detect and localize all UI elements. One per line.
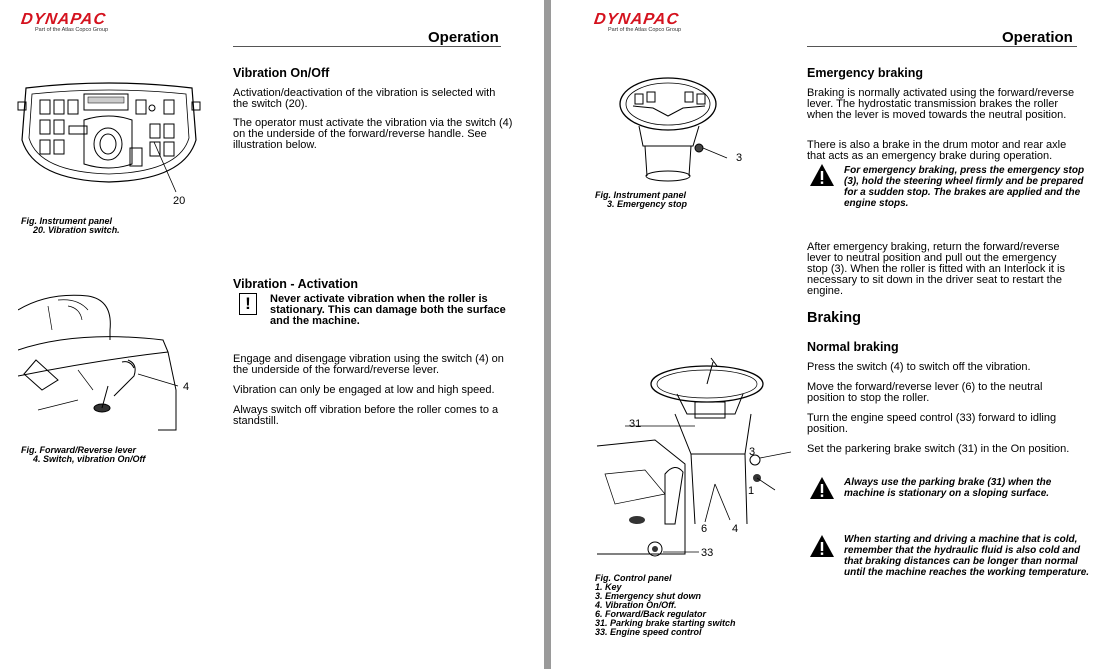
vibration-activation-heading: Vibration - Activation — [233, 277, 359, 291]
fig4-caption-item: 33. Engine speed control — [595, 627, 702, 637]
fig4-caption-item: 6. Forward/Back regulator — [595, 609, 707, 619]
warning-icon — [809, 476, 835, 500]
braking-para2: Move the forward/reverse lever (6) to the neutral position to stop the roller. — [807, 381, 1043, 404]
fig1-caption-item: 20. Vibration switch. — [33, 225, 120, 235]
callout-4: 4 — [732, 523, 739, 535]
fig4-caption-item: 3. Emergency shut down — [595, 591, 702, 601]
vibration-activation-para1: Engage and disengage vibration using the switch (4) on the underside of the forward/reverse lever. — [233, 353, 504, 376]
dynapac-logo: DYNAPAC — [592, 11, 681, 28]
callout-6: 6 — [701, 523, 708, 535]
logo-tagline: Part of the Atlas Copco Group — [35, 27, 109, 33]
callout-31: 31 — [629, 418, 642, 430]
header-rule — [233, 46, 501, 47]
caution-icon: ! — [239, 293, 257, 315]
dynapac-logo: DYNAPAC — [19, 11, 108, 28]
emergency-para3: After emergency braking, return the forward/reverse lever to neutral position and pull out the emergency stop (3). When the roller is fitted with an Interlock it is necessary to sit down in the driver seat to restart the engine. — [807, 241, 1065, 297]
fig3-caption-title: Fig. Instrument panel — [595, 190, 687, 200]
braking-warning2: When starting and driving a machine that is cold, remember that the hydraulic fluid is also cold and that braking distances can be longer than normal until the machine reaches the working temperature. — [844, 534, 1090, 578]
right-page — [551, 0, 1120, 669]
braking-para3: Turn the engine speed control (33) forward to idling position. — [807, 412, 1057, 435]
page-gutter — [544, 0, 551, 669]
vibration-activation-para2: Vibration can only be engaged at low and high speed. — [233, 384, 495, 396]
emergency-para2: There is also a brake in the drum motor and rear axle that acts as an emergency brake during operation. — [807, 139, 1067, 162]
fig2-caption-title: Fig. Forward/Reverse lever — [21, 445, 137, 455]
fig3-caption-item: 3. Emergency stop — [607, 199, 688, 209]
fig4-caption-item: 4. Vibration On/Off. — [595, 600, 677, 610]
callout-1: 1 — [748, 485, 755, 497]
callout-3: 3 — [736, 152, 743, 164]
braking-para1: Press the switch (4) to switch off the vibration. — [807, 361, 1031, 373]
vibration-onoff-para1: Activation/deactivation of the vibration is selected with the switch (20). — [233, 87, 496, 110]
callout-4: 4 — [183, 381, 190, 393]
emergency-braking-heading: Emergency braking — [807, 66, 924, 80]
emergency-warning: For emergency braking, press the emergency stop (3), hold the steering wheel firmly and be prepared for a sudden stop. The brakes are applied and the engine stops. — [844, 165, 1085, 209]
callout-33: 33 — [701, 547, 714, 559]
logo-tagline: Part of the Atlas Copco Group — [608, 27, 682, 33]
braking-warning1: Always use the parking brake (31) when the machine is stationary on a sloping surface. — [844, 477, 1052, 499]
fig4-caption-item: 31. Parking brake starting switch — [595, 618, 736, 628]
warning-icon — [809, 534, 835, 558]
vibration-activation-para3: Always switch off vibration before the roller comes to a standstill. — [233, 404, 499, 427]
section-title: Operation — [428, 29, 499, 46]
callout-3: 3 — [749, 446, 756, 458]
vibration-activation-note: Never activate vibration when the roller is stationary. This can damage both the surface and the machine. — [270, 293, 506, 327]
fig4-caption-title: Fig. Control panel — [595, 573, 672, 583]
vibration-onoff-para2: The operator must activate the vibration via the switch (4) on the underside of the forward/reverse handle. See illustration below. — [233, 117, 513, 151]
fig4-caption-item: 1. Key — [595, 582, 622, 592]
section-title: Operation — [1002, 29, 1073, 46]
braking-heading: Braking — [807, 310, 861, 326]
forward-reverse-lever-illustration — [18, 290, 183, 435]
fig2-caption-item: 4. Switch, vibration On/Off — [33, 454, 146, 464]
warning-icon — [809, 163, 835, 187]
emergency-para1: Braking is normally activated using the forward/reverse lever. The hydrostatic transmission brakes the roller when the lever is moved towards the neutral position. — [807, 87, 1075, 121]
fig1-caption-title: Fig. Instrument panel — [21, 216, 113, 226]
vibration-onoff-heading: Vibration On/Off — [233, 66, 330, 80]
header-rule — [807, 46, 1077, 47]
emergency-stop-illustration — [613, 76, 745, 186]
instrument-panel-illustration — [14, 80, 204, 210]
callout-20: 20 — [173, 195, 186, 207]
braking-para4: Set the parkering brake switch (31) in the On position. — [807, 443, 1070, 455]
normal-braking-heading: Normal braking — [807, 340, 899, 354]
left-page — [0, 0, 544, 669]
control-panel-illustration — [595, 354, 795, 570]
